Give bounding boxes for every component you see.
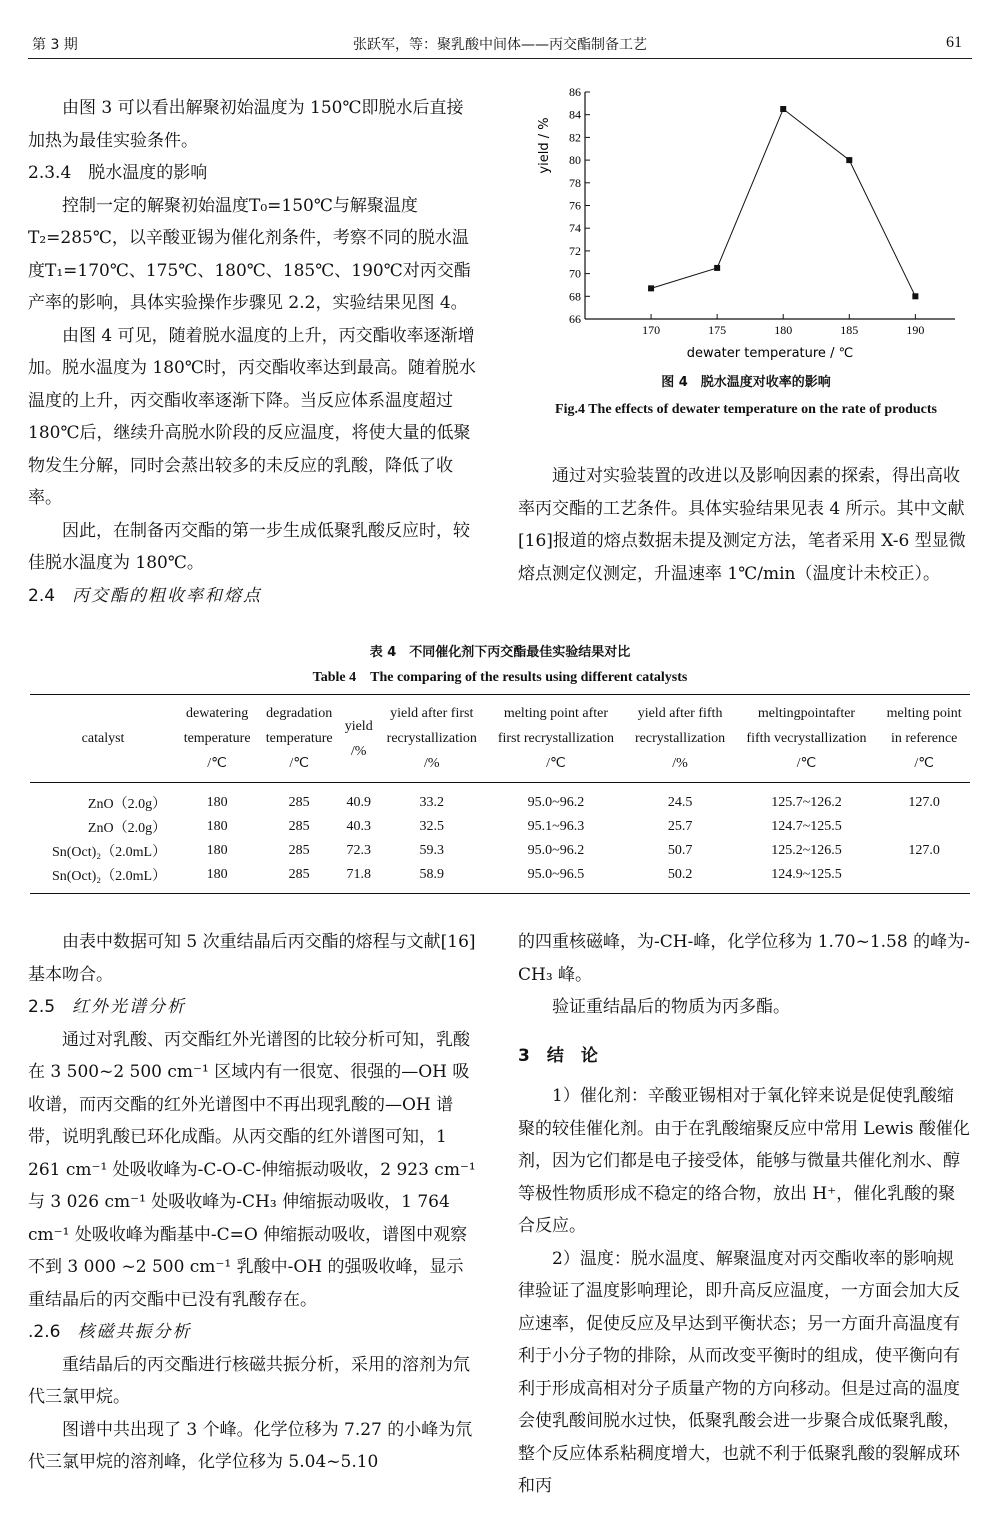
chart-axes <box>537 85 955 361</box>
paragraph: 1）催化剂：辛酸亚锡相对于氧化锌来说是促使乳酸缩聚的较佳催化剂。由于在乳酸缩聚反应中常用 Lewis 酸催化剂，因为它们都是电子接受体，能够与微量共催化剂水、醇等极性物质形成不稳定的络合物，放出 H⁺，催化乳酸的聚合反应。 <box>518 1086 970 1236</box>
y-axis-label: yield / % <box>537 117 552 174</box>
table-cell: 32.5 <box>419 819 445 834</box>
header-line: melting point after <box>503 706 609 721</box>
y-tick-label: 70 <box>569 266 581 281</box>
table-cell: 125.7~126.2 <box>771 795 842 810</box>
header-rule <box>28 58 972 59</box>
x-tick-label: 185 <box>840 323 859 337</box>
header-line: /℃ <box>914 756 934 771</box>
header-line: temperature <box>265 731 333 746</box>
x-tick-label: 180 <box>774 323 793 337</box>
table-cell: 59.3 <box>419 843 445 858</box>
table-header-cell <box>30 695 176 783</box>
paragraph: 通过对乳酸、丙交酯红外光谱图的比较分析可知，乳酸在 3 500~2 500 cm⁻¹ 区域内有一很宽、很强的—OH 吸收谱，而丙交酯的红外光谱图中不再出现乳酸的—OH 谱带，说明乳酸已环化成酯。从丙交酯的红外谱图可知，1 261 cm⁻¹ 处吸收峰为-C-O-C-伸缩振动吸收，2 923 cm⁻¹ 与 3 026 cm⁻¹ 处吸收峰为-CH₃ 伸缩振动吸收，1 764 cm⁻¹ 处吸收峰为酯基中-C=O 伸缩振动吸收，谱图中观察不到 3 000 ~2 500 cm⁻¹ 乳酸中-OH 的强吸收峰，显示重结晶后的丙交酯中已没有乳酸存在。 <box>28 1029 476 1310</box>
header-line: melting point <box>886 706 962 721</box>
table-cell: 95.0~96.2 <box>527 795 585 810</box>
header-line: first recrystallization <box>497 731 615 746</box>
paragraph: 2）温度：脱水温度、解聚温度对丙交酯收率的影响规律验证了温度影响理论，即升高反应温度，一方面会加大反应速率，促使反应及早达到平衡状态；另一方面升高温度有利于小分子物的排除，从而改变平衡时的组成，使平衡向有利于形成高相对分子质量产物的方向移动。但是过高的温度会使乳酸间脱水过快，低聚乳酸会进一步聚合成低聚乳酸，整个反应体系粘稠度增大，也就不利于低聚乳酸的裂解成环和丙 <box>518 1248 960 1496</box>
section-heading-2-5 <box>28 991 480 1024</box>
table-header-cell <box>486 695 625 783</box>
table-cell <box>878 863 970 894</box>
right-column-top <box>518 460 970 590</box>
table-cell: 72.3 <box>346 843 371 858</box>
table-cell: 24.5 <box>667 795 693 810</box>
section-title: 红外光谱分析 <box>72 997 187 1017</box>
paragraph: 由图 3 可以看出解聚初始温度为 150℃即脱水后直接加热为最佳实验条件。 <box>28 98 464 151</box>
table-cell: 124.9~125.5 <box>735 863 879 894</box>
paragraph: 通过对实验装置的改进以及影响因素的探索，得出高收率丙交酯的工艺条件。具体实验结果见表 4 所示。其中文献[16]报道的熔点数据未提及测定方法，笔者采用 X-6 型显微熔点测定仪测定，升温速率 1℃/min（温度计未校正）。 <box>518 466 966 584</box>
catalyst-cell: ZnO（2.0g） <box>87 797 167 812</box>
header-line: recrystallization <box>386 731 477 746</box>
table-cell: 180 <box>206 819 228 834</box>
table-cell: 285 <box>288 795 310 810</box>
issue-number: 第 3 期 <box>32 37 78 53</box>
header-line: meltingpointafter <box>757 706 856 721</box>
table-cell: 40.9 <box>346 795 371 810</box>
section-heading-3: 3 结 论 <box>518 1045 598 1066</box>
table-cell <box>878 815 970 839</box>
y-tick-label: 72 <box>569 243 581 258</box>
table-cell: 95.1~96.3 <box>527 819 585 834</box>
table-cell: 285 <box>288 819 310 834</box>
left-column-top <box>28 92 480 612</box>
header-line: /℃ <box>289 756 309 771</box>
paragraph: 由表中数据可知 5 次重结晶后丙交酯的熔程与文献[16]基本吻合。 <box>28 932 476 985</box>
data-point <box>648 285 654 291</box>
table-row <box>30 783 970 816</box>
x-tick-label: 170 <box>642 323 661 337</box>
data-point <box>780 106 786 112</box>
chart-marks <box>648 106 918 299</box>
header-line: /% <box>350 743 367 759</box>
x-tick-label: 175 <box>708 323 727 337</box>
y-tick-label: 76 <box>569 198 581 213</box>
paragraph: 重结晶后的丙交酯进行核磁共振分析，采用的溶剂为氘代三氯甲烷。 <box>28 1354 470 1407</box>
table-header-row <box>30 695 970 783</box>
table-cell: 180 <box>206 843 228 858</box>
page-number: 61 <box>946 34 962 51</box>
header-line: temperature <box>183 731 251 746</box>
header-line: in reference <box>890 731 958 746</box>
table-header-cell <box>735 695 879 783</box>
y-tick-label: 82 <box>569 130 581 145</box>
paragraph: 的四重核磁峰，为-CH-峰，化学位移为 1.70~1.58 的峰为-CH₃ 峰。 <box>518 932 970 985</box>
table-4 <box>30 694 970 894</box>
table-header-cell <box>626 695 735 783</box>
table-header-cell <box>176 695 258 783</box>
left-column-bottom <box>28 926 480 1479</box>
y-tick-label: 84 <box>569 107 581 122</box>
paragraph: 因此，在制备丙交酯的第一步生成低聚乳酸反应时，较佳脱水温度为 180℃。 <box>28 520 470 573</box>
table-cell: 95.0~96.2 <box>527 843 585 858</box>
section-number: 2.5 <box>28 997 56 1017</box>
table-cell: 50.2 <box>626 863 735 894</box>
running-header <box>0 0 1000 56</box>
header-line: yield after first <box>390 706 474 721</box>
catalyst-cell: Sn(Oct)₂（2.0mL） <box>30 863 176 894</box>
catalyst-cell: ZnO（2.0g） <box>87 821 167 836</box>
table-row <box>30 863 970 894</box>
header-line: yield after fifth <box>637 706 723 721</box>
table-cell: 125.2~126.5 <box>771 843 842 858</box>
header-line: degradation <box>266 706 333 721</box>
paragraph: 由图 4 可见，随着脱水温度的上升，丙交酯收率逐渐增加。脱水温度为 180℃时，丙交酯收率达到最高。随着脱水温度的上升，丙交酯收率逐渐下降。当反应体系温度超过 180℃后，继续升高脱水阶段的反应温度，将使大量的低聚物发生分解，同时会蒸出较多的未反应的乳酸，降低了收率。 <box>28 325 476 508</box>
table-cell: 58.9 <box>377 863 486 894</box>
table-cell: 33.2 <box>419 795 445 810</box>
table-caption-en: Table 4 The comparing of the results using different catalysts <box>312 670 688 685</box>
table-cell: 180 <box>206 795 228 810</box>
header-line: /% <box>672 756 688 771</box>
header-line: dewatering <box>186 706 249 721</box>
y-tick-label: 86 <box>569 85 581 99</box>
section-title: 核磁共振分析 <box>77 1322 192 1342</box>
table-cell: 95.0~96.5 <box>486 863 625 894</box>
y-tick-label: 74 <box>569 221 581 236</box>
section-number: .2.6 <box>28 1322 61 1342</box>
table-cell: 50.7 <box>667 843 693 858</box>
paragraph: 控制一定的解聚初始温度T₀=150℃与解聚温度T₂=285℃，以辛酸亚锡为催化剂条件，考察不同的脱水温度T₁=170℃、175℃、180℃、185℃、190℃对丙交酯产率的影响，具体实验操作步骤见 2.2，实验结果见图 4。 <box>28 195 471 313</box>
table-cell: 285 <box>258 863 340 894</box>
table-header-cell <box>258 695 340 783</box>
catalyst-cell: Sn(Oct)₂（2.0mL） <box>51 845 167 860</box>
header-line: /% <box>423 756 440 771</box>
table-cell: 25.7 <box>667 819 693 834</box>
header-line: /℃ <box>796 756 817 771</box>
y-tick-label: 66 <box>569 312 581 326</box>
section-heading-2-3-4: 2.3.4 脱水温度的影响 <box>28 163 208 183</box>
y-tick-label: 68 <box>569 289 581 304</box>
data-point <box>912 293 918 299</box>
table-cell: 180 <box>176 863 258 894</box>
table-row <box>30 839 970 863</box>
table-header-cell <box>340 695 377 783</box>
running-title: 张跃军，等：聚乳酸中间体——丙交酯制备工艺 <box>353 37 647 53</box>
series-line <box>651 109 915 296</box>
header-line: yield <box>344 718 373 734</box>
section-number: 2.4 <box>28 585 56 606</box>
header-line: fifth vecrystallization <box>746 731 867 746</box>
header-line: /℃ <box>546 756 566 771</box>
header-line: /℃ <box>207 756 227 771</box>
table-cell: 71.8 <box>340 863 377 894</box>
section-heading-2-4 <box>28 580 480 613</box>
x-axis-label: dewater temperature / ℃ <box>686 346 854 361</box>
paragraph: 图谱中共出现了 3 个峰。化学位移为 7.27 的小峰为氘代三氯甲烷的溶剂峰，化学位移为 5.04~5.10 <box>28 1419 473 1472</box>
table-cell: 127.0 <box>908 795 940 810</box>
x-tick-label: 190 <box>906 323 925 337</box>
table-header-cell <box>377 695 486 783</box>
paragraph: 验证重结晶后的物质为丙多酯。 <box>552 997 790 1017</box>
right-column-bottom <box>518 926 970 1503</box>
header-line: catalyst <box>81 731 125 746</box>
y-tick-label: 78 <box>569 175 581 190</box>
figure-4-line-chart <box>530 84 970 364</box>
figure-caption-en: Fig.4 The effects of dewater temperature on the rate of products <box>555 402 937 417</box>
table-cell: 127.0 <box>908 843 940 858</box>
section-heading-2-6 <box>28 1316 480 1349</box>
table-cell: 40.3 <box>346 819 371 834</box>
data-point <box>846 157 852 163</box>
table-row <box>30 815 970 839</box>
table-caption-cn: 表 4 不同催化剂下丙交酯最佳实验结果对比 <box>369 645 631 660</box>
table-body <box>30 783 970 894</box>
figure-caption-cn: 图 4 脱水温度对收率的影响 <box>661 375 831 390</box>
section-title: 丙交酯的粗收率和熔点 <box>72 585 263 606</box>
y-tick-label: 80 <box>569 153 581 168</box>
table-header-cell <box>878 695 970 783</box>
table-cell: 285 <box>288 843 310 858</box>
table-cell: 124.7~125.5 <box>771 819 842 834</box>
header-line: recrystallization <box>634 731 726 746</box>
data-point <box>714 265 720 271</box>
